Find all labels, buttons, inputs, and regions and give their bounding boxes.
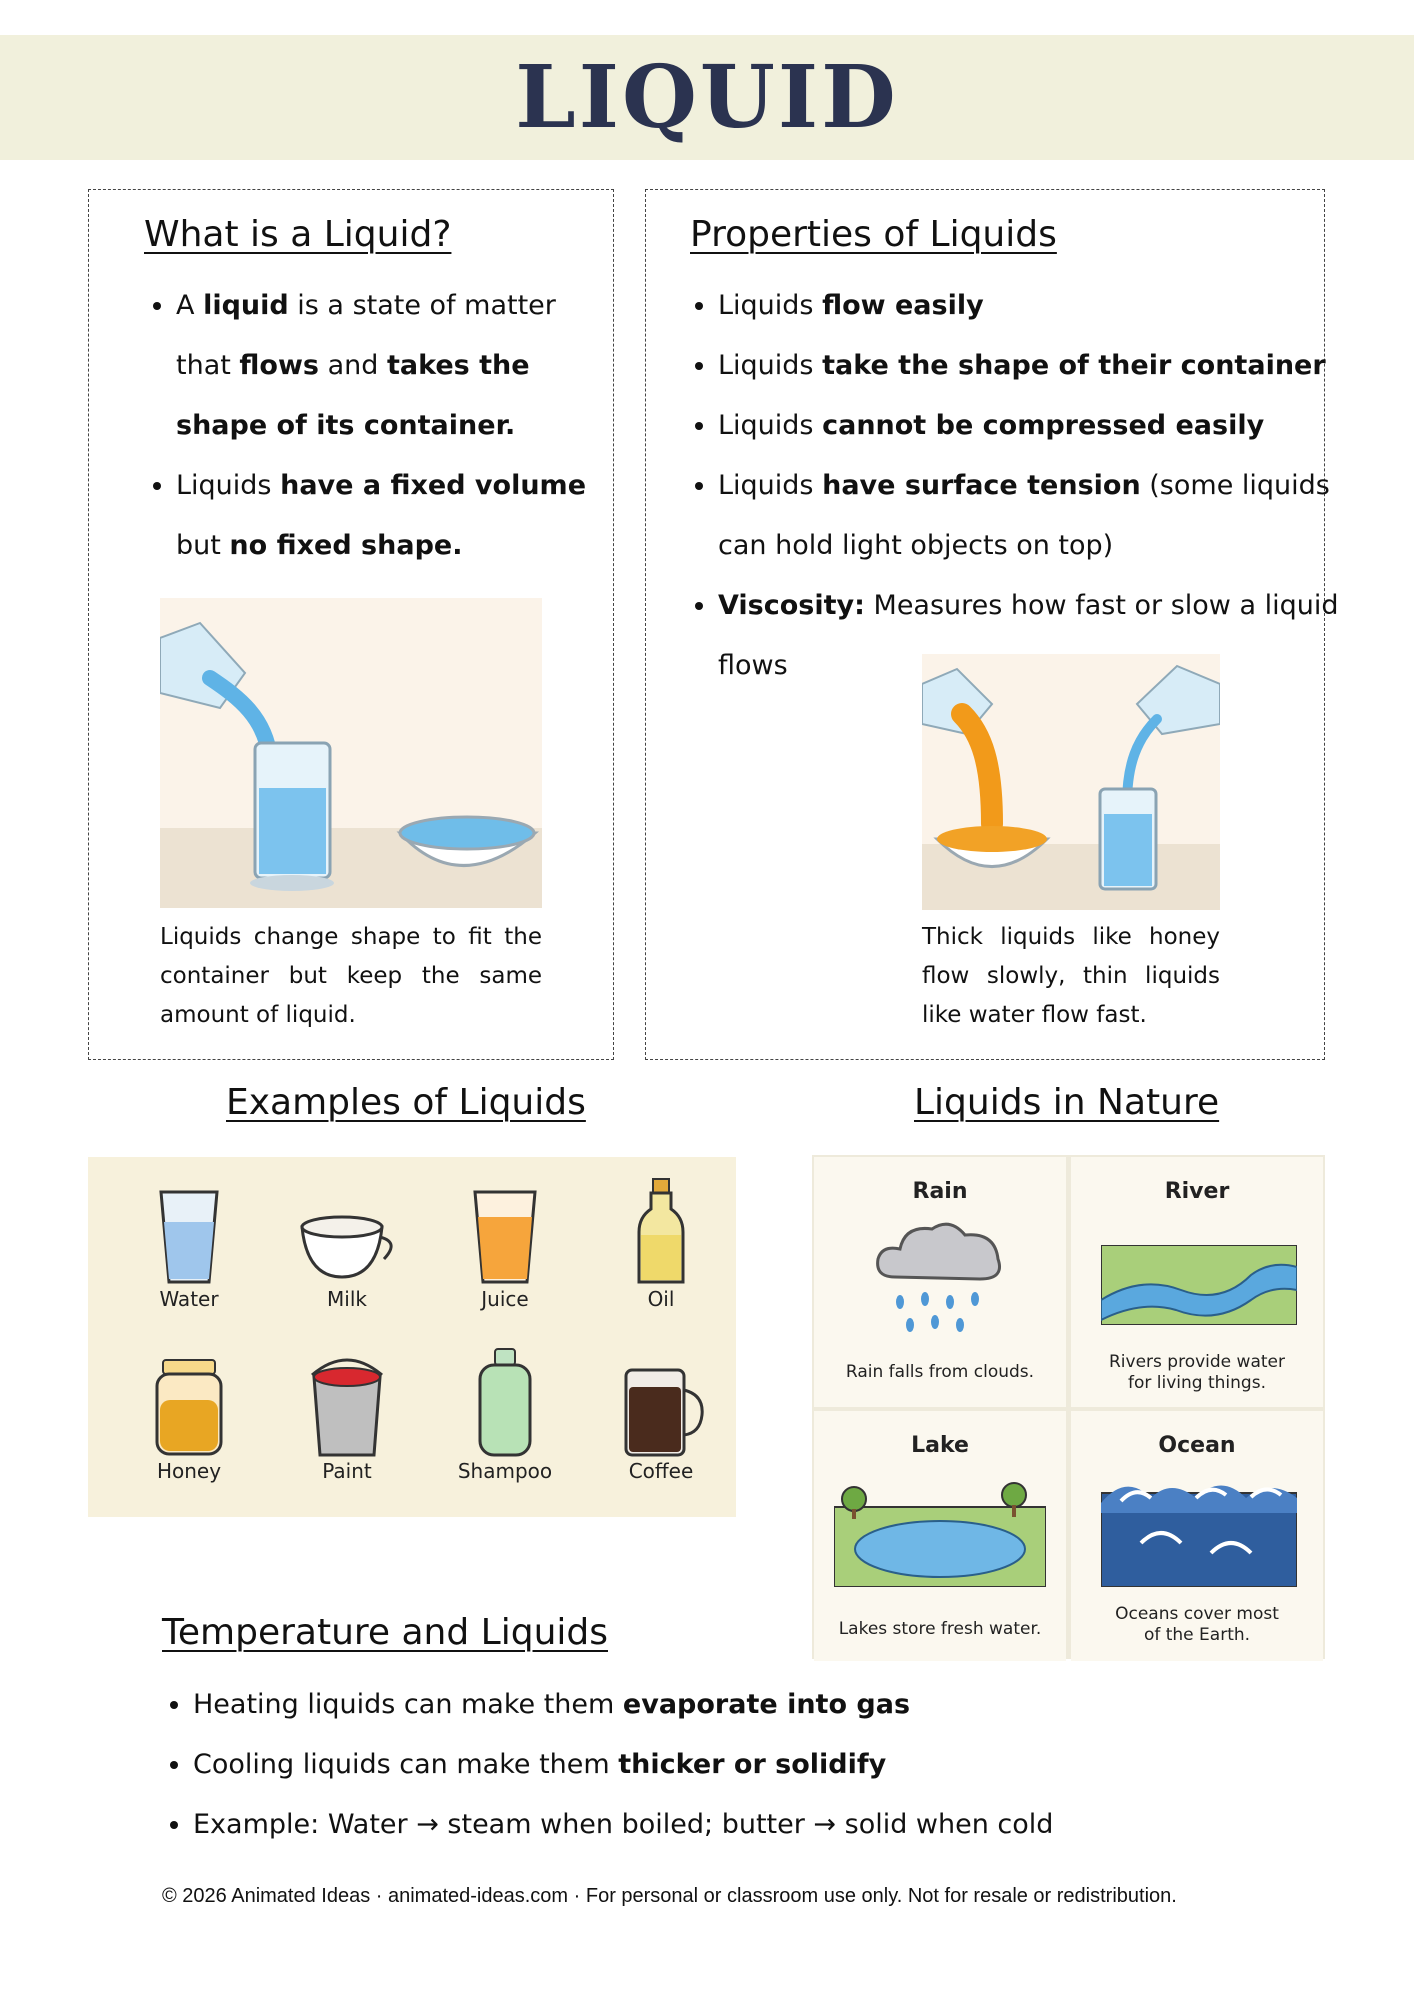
river-icon (1101, 1245, 1297, 1325)
temperature-heading: Temperature and Liquids (162, 1612, 608, 1653)
list-item: • Liquids have a fixed volume but no fixed shape. (176, 456, 616, 576)
properties-list (688, 276, 1346, 696)
ocean-waves-icon (1101, 1473, 1297, 1587)
list-item: • Liquids cannot be compressed easily (718, 396, 1346, 456)
example-oil: Oil (586, 1177, 736, 1311)
examples-panel (88, 1157, 736, 1517)
juice-glass-icon (465, 1187, 545, 1287)
examples-heading: Examples of Liquids (226, 1082, 586, 1123)
nature-cell-ocean: Ocean Oceans cover most of the Earth. (1071, 1411, 1323, 1661)
example-shampoo: Shampoo (430, 1347, 580, 1483)
example-water: Water (114, 1187, 264, 1311)
temperature-list (163, 1675, 1343, 1855)
nature-heading: Liquids in Nature (914, 1082, 1220, 1123)
list-item: • Cooling liquids can make them thicker or solidify (193, 1735, 1343, 1795)
list-item: • Example: Water → steam when boiled; butter → solid when cold (193, 1795, 1343, 1855)
lake-icon (834, 1477, 1046, 1587)
list-item: • Liquids flow easily (718, 276, 1346, 336)
list-item: • Liquids have surface tension (some liquids can hold light objects on top) (718, 456, 1346, 576)
list-item: • A liquid is a state of matter that flows and takes the shape of its container. (176, 276, 616, 456)
milk-cup-icon (292, 1187, 402, 1287)
honey-jar-icon (149, 1355, 229, 1459)
nature-cell-river: River Rivers provide water for living things. (1071, 1157, 1323, 1407)
pouring-water-illustration (160, 598, 542, 908)
shampoo-bottle-icon (470, 1347, 540, 1459)
example-paint: Paint (272, 1355, 422, 1483)
example-juice: Juice (430, 1187, 580, 1311)
rain-cloud-icon (870, 1217, 1010, 1337)
title-banner (0, 35, 1414, 160)
example-honey: Honey (114, 1355, 264, 1483)
nature-cell-rain: Rain Rain falls from clouds. (814, 1157, 1066, 1407)
oil-bottle-icon (631, 1177, 691, 1287)
what-is-liquid-heading: What is a Liquid? (144, 214, 452, 255)
paint-bucket-icon (302, 1355, 392, 1459)
footer-copyright: © 2026 Animated Ideas · animated-ideas.com · For personal or classroom use only. Not for resale or redistribution. (162, 1885, 1177, 1907)
example-coffee: Coffee (586, 1355, 736, 1483)
page-title: LIQUID (515, 47, 899, 148)
what-is-liquid-list (146, 276, 616, 576)
list-item: • Liquids take the shape of their container (718, 336, 1346, 396)
example-milk: Milk (272, 1187, 422, 1311)
nature-cell-lake: Lake Lakes store fresh water. (814, 1411, 1066, 1661)
properties-caption: Thick liquids like honey flow slowly, thin liquids like water flow fast. (922, 924, 1220, 1028)
coffee-mug-icon (616, 1355, 706, 1459)
water-glass-icon (149, 1187, 229, 1287)
viscosity-illustration (922, 654, 1220, 910)
what-is-liquid-caption: Liquids change shape to fit the container but keep the same amount of liquid. (160, 924, 542, 1028)
properties-heading: Properties of Liquids (690, 214, 1057, 255)
nature-panel (812, 1155, 1325, 1659)
list-item: • Viscosity: Measures how fast or slow a liquid flows (718, 576, 1346, 696)
list-item: • Heating liquids can make them evaporate into gas (193, 1675, 1343, 1735)
